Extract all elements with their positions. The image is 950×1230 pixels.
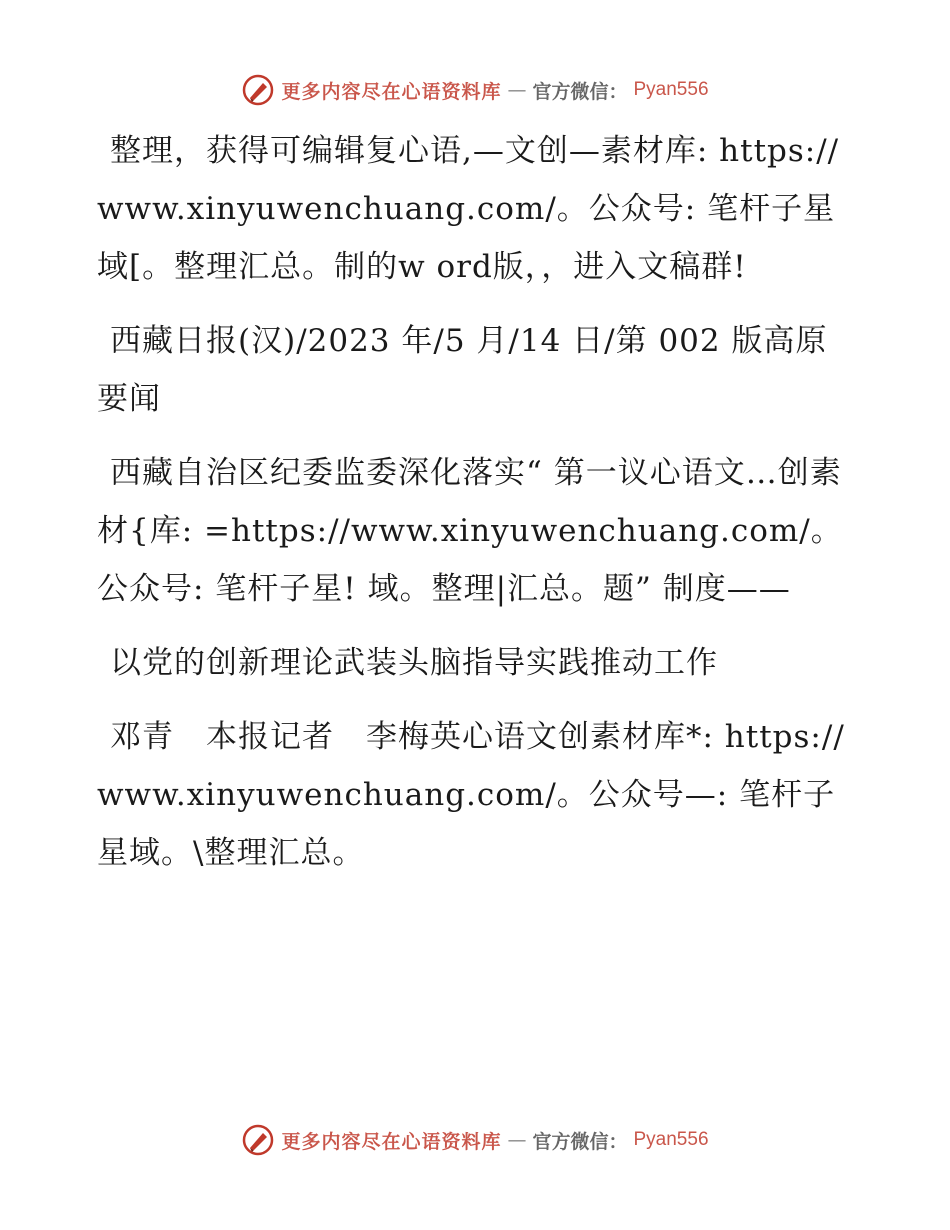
footer-banner-text: 更多内容尽在心语资料库 bbox=[281, 1130, 502, 1153]
paragraph-byline: 邓青 本报记者 李梅英心语文创素材库*: https://www.xinyuwenchuang.com/。公众号—: 笔杆子星域。\整理汇总。 bbox=[97, 719, 845, 871]
header-banner-separator: — bbox=[507, 79, 527, 101]
footer-wechat-id: Pyan556 bbox=[633, 1129, 709, 1150]
paragraph-headline: 西藏自治区纪委监委深化落实“ 第一议心语文…创素材{库: =https://www.xinyuwenchuang.com/。公众号: 笔杆子星! 域。整理|汇总。题” 制度—— bbox=[97, 455, 843, 607]
pen-logo-icon bbox=[241, 1123, 275, 1157]
footer-wechat-label: 官方微信： bbox=[532, 1130, 628, 1153]
pen-logo-icon bbox=[241, 73, 275, 107]
header-wechat-id: Pyan556 bbox=[633, 79, 709, 100]
header-wechat-label: 官方微信： bbox=[532, 80, 628, 103]
paragraph-source: 西藏日报(汉)/2023 年/5 月/14 日/第 002 版高原要闻 bbox=[97, 323, 828, 417]
document-body bbox=[97, 122, 857, 898]
header-banner-text: 更多内容尽在心语资料库 bbox=[281, 80, 502, 103]
paragraph-intro-note: 整理，获得可编辑复心语,—文创—素材库: https://www.xinyuwenchuang.com/。公众号: 笔杆子星域[。整理汇总。制的w ord版，，进入文稿群! bbox=[97, 133, 840, 285]
header-banner bbox=[0, 70, 950, 110]
paragraph-subheadline: 以党的创新理论武装头脑指导实践推动工作 bbox=[110, 645, 718, 681]
footer-banner-separator: — bbox=[507, 1129, 527, 1151]
footer-banner bbox=[0, 1120, 950, 1160]
